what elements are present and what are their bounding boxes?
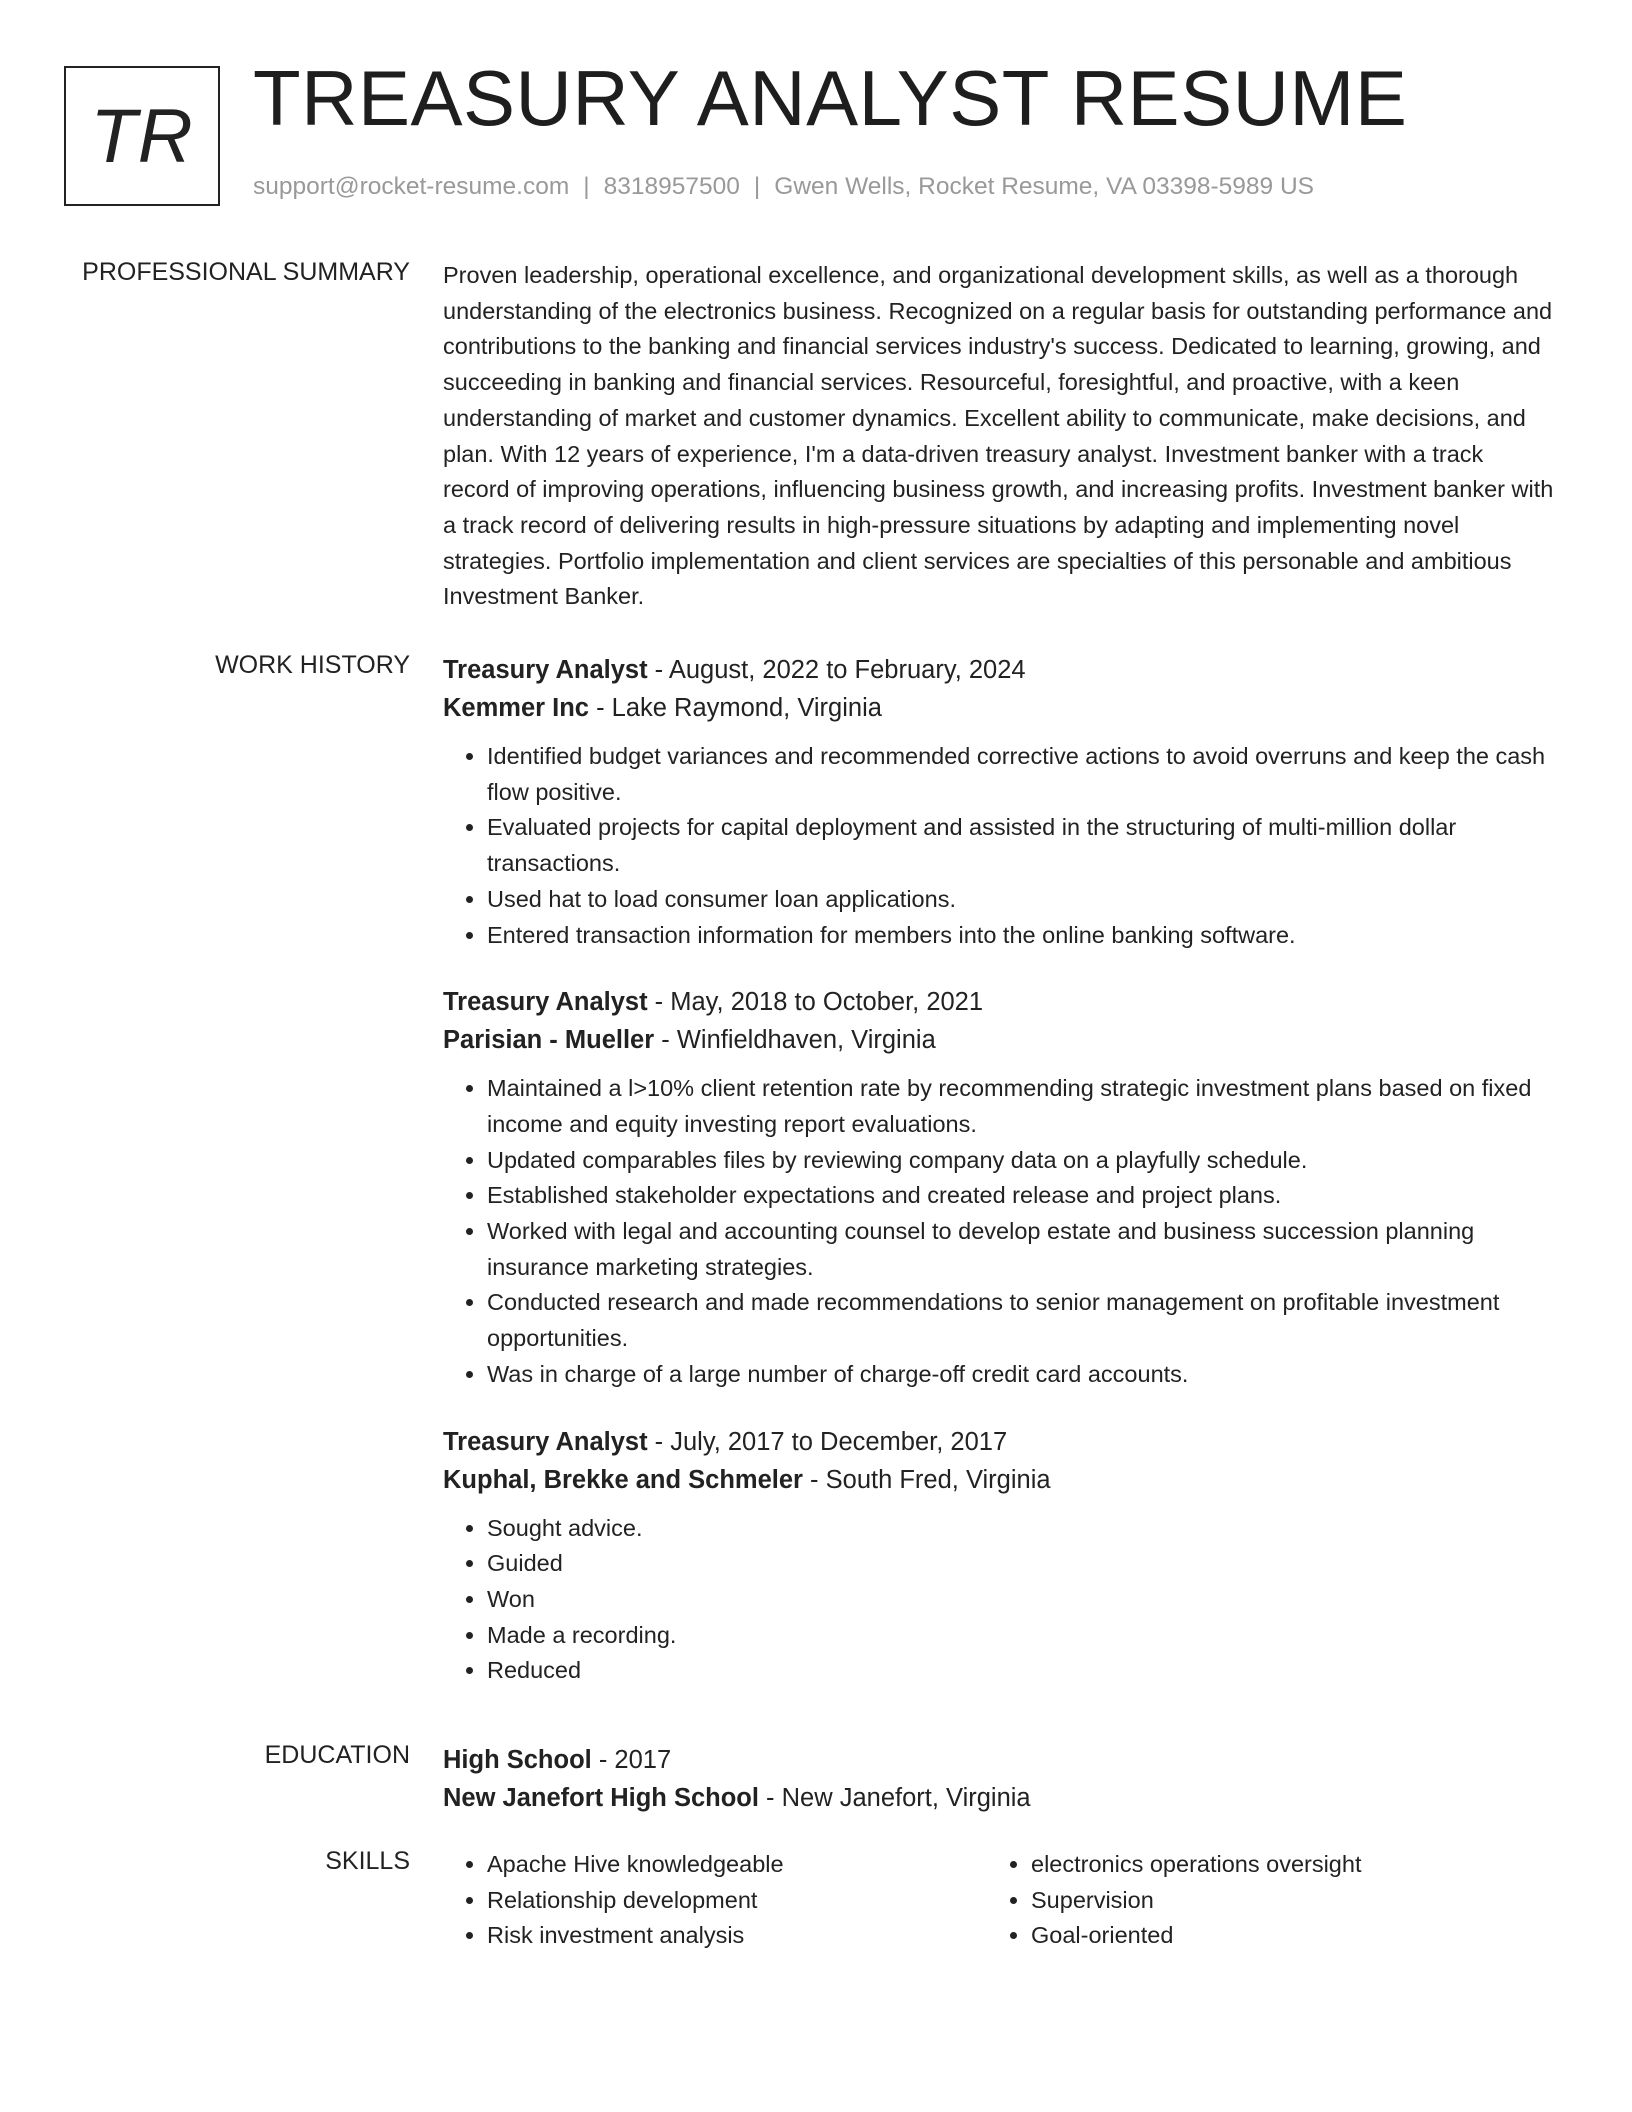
skill-item: • Apache Hive knowledgeable	[487, 1847, 987, 1883]
job-dates: - July, 2017 to December, 2017	[647, 1427, 1008, 1456]
job-bullet: • Conducted research and made recommendations to senior management on profitable investment opportunities.	[487, 1285, 1555, 1356]
job-entry	[443, 983, 1555, 1392]
contact-separator: |	[753, 173, 761, 200]
work-history-body	[443, 651, 1555, 1689]
job-company: Kuphal, Brekke and Schmeler	[443, 1465, 803, 1494]
job-company-line	[443, 1021, 1555, 1059]
skills-list-right	[987, 1847, 1531, 1954]
skill-item: • Relationship development	[487, 1883, 987, 1919]
education-label: EDUCATION	[264, 1741, 410, 1769]
job-dates: - August, 2022 to February, 2024	[647, 656, 1026, 684]
job-title-line	[443, 1423, 1555, 1461]
education-year: - 2017	[591, 1746, 672, 1774]
skills-body	[443, 1847, 1555, 1954]
job-title-line	[443, 651, 1555, 689]
education-school: New Janefort High School	[443, 1784, 759, 1812]
skill-item: • Risk investment analysis	[487, 1918, 987, 1954]
job-location: - South Fred, Virginia	[802, 1465, 1051, 1494]
education-body	[443, 1741, 1555, 1817]
contact-address: Gwen Wells, Rocket Resume, VA 03398-5989 US	[774, 173, 1314, 200]
job-bullet: • Guided	[487, 1546, 1555, 1582]
education-location: - New Janefort, Virginia	[758, 1784, 1031, 1812]
summary-body	[443, 258, 1555, 615]
job-bullet: • Identified budget variances and recommended corrective actions to avoid overruns and keep the cash flow positive.	[487, 739, 1555, 810]
job-bullets	[443, 1071, 1555, 1392]
monogram-initials: TR	[90, 93, 194, 179]
job-entry	[443, 1423, 1555, 1690]
job-bullet: • Reduced	[487, 1653, 1555, 1689]
contact-phone: 8318957500	[603, 173, 740, 200]
summary-label: PROFESSIONAL SUMMARY	[82, 258, 410, 286]
job-bullets	[443, 739, 1555, 953]
job-bullet: • Worked with legal and accounting counsel to develop estate and business succession planning insurance marketing strategies.	[487, 1214, 1555, 1285]
summary-text: Proven leadership, operational excellence, and organizational development skills, as well as a thorough understanding of the electronics business. Recognized on a regular basis for outstanding performance and contributions to the banking and financial services industry's success. Dedicated to learning, growing, and succeeding in banking and financial services. Resourceful, foresightful, and proactive, with a keen understanding of market and customer dynamics. Excellent ability to communicate, make decisions, and plan. With 12 years of experience, I'm a data-driven treasury analyst. Investment banker with a track record of improving operations, influencing business growth, and increasing profits. Investment banker with a track record of delivering results in high-pressure situations by adapting and implementing novel strategies. Portfolio implementation and client services are specialties of this personable and ambitious Investment Banker.	[443, 262, 1554, 610]
job-bullet: • Won	[487, 1582, 1555, 1618]
job-bullet: • Evaluated projects for capital deployment and assisted in the structuring of multi-million dollar transactions.	[487, 810, 1555, 881]
job-bullet: • Sought advice.	[487, 1511, 1555, 1547]
job-bullet: • Used hat to load consumer loan applications.	[487, 882, 1555, 918]
job-title: Treasury Analyst	[443, 656, 648, 684]
job-company: Parisian - Mueller	[443, 1026, 655, 1055]
monogram-badge	[64, 66, 220, 206]
skill-item: • electronics operations oversight	[1031, 1847, 1531, 1883]
job-title-line	[443, 983, 1555, 1021]
job-bullet: • Made a recording.	[487, 1618, 1555, 1654]
skill-item: • Supervision	[1031, 1883, 1531, 1919]
job-bullet: • Entered transaction information for members into the online banking software.	[487, 918, 1555, 954]
skill-item: • Goal-oriented	[1031, 1918, 1531, 1954]
education-degree: High School	[443, 1746, 592, 1774]
job-entry	[443, 651, 1555, 953]
job-company-line	[443, 1461, 1555, 1499]
skills-label: SKILLS	[325, 1847, 410, 1875]
job-bullet: • Maintained a l>10% client retention rate by recommending strategic investment plans based on fixed income and equity investing report evaluations.	[487, 1071, 1555, 1142]
job-bullet: • Established stakeholder expectations and created release and project plans.	[487, 1178, 1555, 1214]
skills-list-left	[443, 1847, 987, 1954]
job-company-line	[443, 689, 1555, 727]
job-title: Treasury Analyst	[443, 1427, 648, 1456]
job-bullet: • Updated comparables files by reviewing company data on a playfully schedule.	[487, 1143, 1555, 1179]
education-degree-line	[443, 1741, 1555, 1779]
job-title: Treasury Analyst	[443, 988, 648, 1017]
education-school-line	[443, 1779, 1555, 1817]
job-location: - Winfieldhaven, Virginia	[654, 1026, 936, 1055]
work-history-label: WORK HISTORY	[215, 651, 410, 679]
job-bullet: • Was in charge of a large number of charge-off credit card accounts.	[487, 1357, 1555, 1393]
resume-title: TREASURY ANALYST RESUME	[253, 54, 1408, 142]
contact-email: support@rocket-resume.com	[253, 173, 570, 200]
job-location: - Lake Raymond, Virginia	[588, 694, 882, 722]
job-bullets	[443, 1511, 1555, 1690]
contact-line	[253, 173, 1314, 201]
job-dates: - May, 2018 to October, 2021	[647, 988, 984, 1017]
job-company: Kemmer Inc	[443, 694, 589, 722]
skills-grid	[443, 1847, 1555, 1954]
contact-separator: |	[583, 173, 590, 200]
